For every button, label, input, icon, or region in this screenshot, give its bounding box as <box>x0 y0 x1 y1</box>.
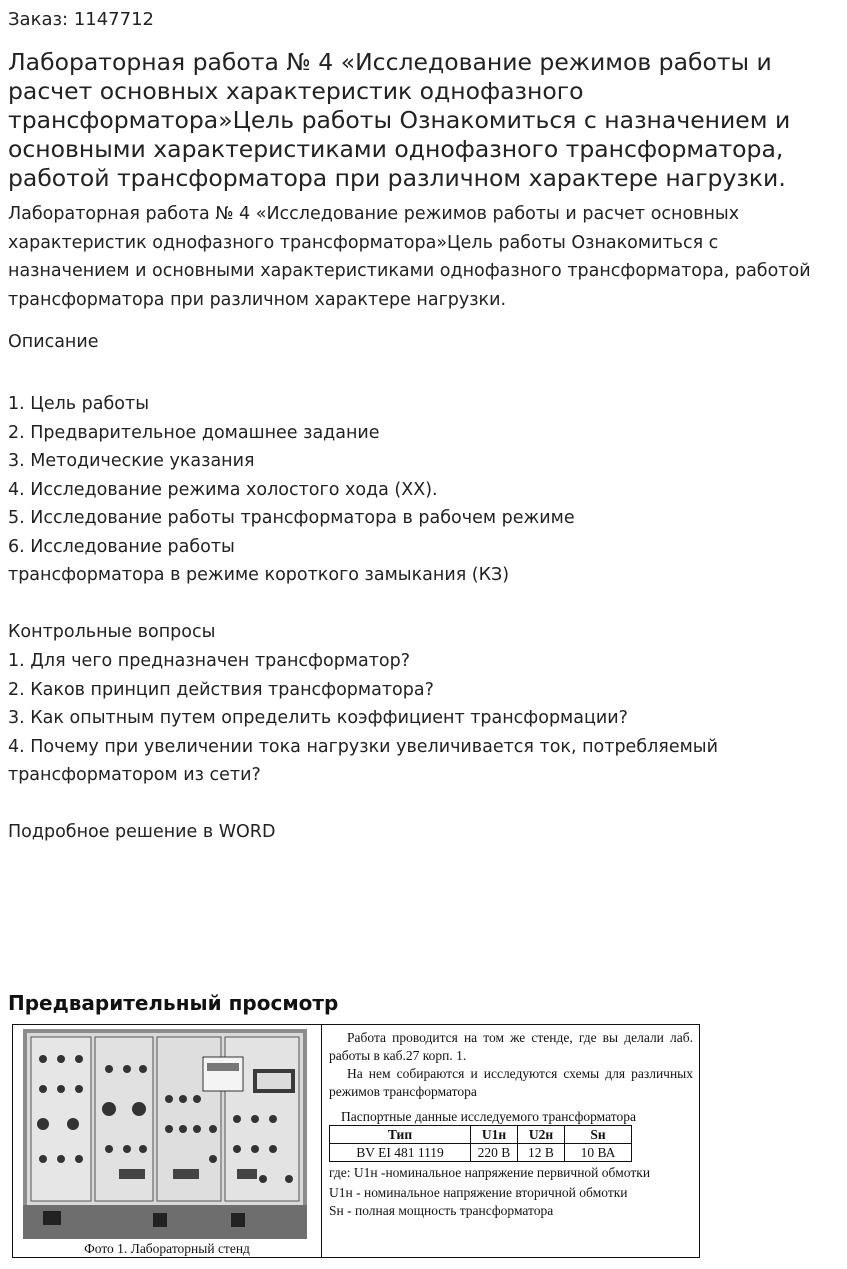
lab-stand-photo <box>23 1029 307 1239</box>
table-header-type: Тип <box>330 1126 471 1144</box>
passport-note: Sн - полная мощность трансформатора <box>329 1203 554 1218</box>
description-item: 5. Исследование работы трансформатора в рабочем режиме <box>8 508 575 528</box>
description-item: трансформатора в режиме короткого замыкания (КЗ) <box>8 565 510 585</box>
passport-note: U1н - номинальное напряжение вторичной обмотки <box>329 1185 628 1200</box>
passport-note: где: U1н -номинальное напряжение первичной обмотки <box>329 1165 651 1180</box>
question-item: 3. Как опытным путем определить коэффициент трансформации? <box>8 708 628 728</box>
table-header-u2: U2н <box>518 1126 565 1144</box>
question-item: 2. Каков принцип действия трансформатора? <box>8 679 434 700</box>
photo-caption: Фото 1. Лабораторный стенд <box>84 1241 250 1256</box>
solution-note: Подробное решение в WORD <box>8 822 276 842</box>
passport-title: Паспортные данные исследуемого трансформатора <box>341 1109 636 1124</box>
questions-heading: Контрольные вопросы <box>8 622 216 642</box>
preview-heading: Предварительный просмотр <box>8 991 339 1015</box>
order-number: Заказ: 1147712 <box>8 9 154 30</box>
table-header-s: Sн <box>565 1126 632 1144</box>
description-item: 4. Исследование режима холостого хода (ХХ). <box>8 479 438 500</box>
page-title: Лабораторная работа № 4 «Исследование режимов работы и расчет основных характеристик однофазного трансформатора»Цель работы Ознакомиться с назначением и основными характеристиками однофазного трансформатора, работой трансформатора при различном характере нагрузки. <box>8 48 791 192</box>
description-item: 2. Предварительное домашнее задание <box>8 422 380 443</box>
question-item: 4. Почему при увеличении тока нагрузки увеличивается ток, потребляемый трансформатором из сети? <box>8 736 718 785</box>
question-item: 1. Для чего предназначен трансформатор? <box>8 651 411 671</box>
preview-paragraph-2: На нем собираются и исследуются схемы для различных режимов трансформатора <box>329 1066 693 1099</box>
description-list <box>8 390 838 590</box>
preview-document <box>12 1024 700 1258</box>
table-cell-s: 10 ВА <box>565 1144 632 1162</box>
description-item: 6. Исследование работы <box>8 536 235 557</box>
description-item: 3. Методические указания <box>8 451 255 471</box>
description-item: 1. Цель работы <box>8 394 150 414</box>
table-cell-type: BV EI 481 1119 <box>330 1144 471 1162</box>
passport-table <box>329 1125 632 1162</box>
questions-list <box>8 647 808 790</box>
table-header-u1: U1н <box>471 1126 518 1144</box>
summary-text: Лабораторная работа № 4 «Исследование режимов работы и расчет основных характеристик однофазного трансформатора»Цель работы Ознакомиться с назначением и основными характеристиками однофазного трансформатора, работой трансформатора при различном характере нагрузки. <box>8 204 811 310</box>
preview-paragraph-1: Работа проводится на том же стенде, где вы делали лаб. работы в каб.27 корп. 1. <box>329 1030 693 1063</box>
table-cell-u2: 12 В <box>518 1144 565 1162</box>
description-heading: Описание <box>8 332 99 352</box>
column-divider <box>321 1025 322 1257</box>
table-cell-u1: 220 В <box>471 1144 518 1162</box>
